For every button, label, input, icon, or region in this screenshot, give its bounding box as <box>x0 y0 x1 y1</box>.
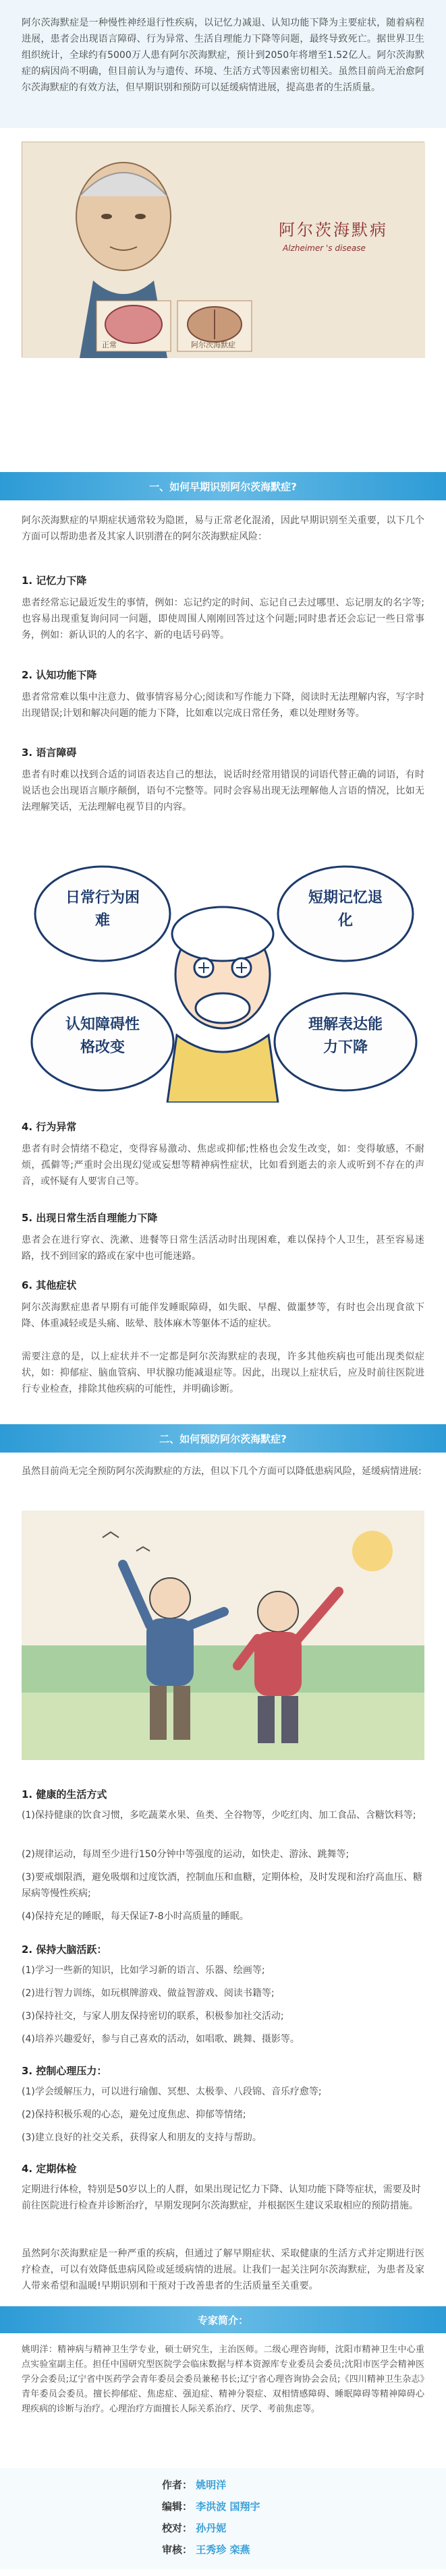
hero-label-ad: 阿尔茨海默症 <box>191 341 235 349</box>
section1-banner-title: 一、如何早期识别阿尔茨海默症? <box>149 480 297 493</box>
symptom-art <box>22 846 424 1103</box>
credits-block <box>0 2468 446 2569</box>
p1-line1: (1)保持健康的饮食习惯，多吃蔬菜水果、鱼类、全谷物等，少吃红肉、加工食品、含糖饮料等; <box>22 1810 416 1821</box>
p4-line1: 定期进行体检，特别是50岁以上的人群，如果出现记忆力下降、认知功能下降等症状，需要及时前往医院进行检查并诊断治疗，早期发现阿尔茨海默症，并根据医生建议采取相应的预防措施。 <box>22 2184 421 2211</box>
bubble-comprehension: 理解表达能力下降 <box>308 1016 383 1056</box>
s1-item4-heading: 4. 行为异常 <box>22 1121 77 1133</box>
credit-author-role: 作者： <box>162 2479 193 2491</box>
hero-label-healthy: 正常 <box>102 341 117 349</box>
p3-line2: (2)保持积极乐观的心态，避免过度焦虑、抑郁等情绪; <box>22 2109 246 2120</box>
conclusion-paragraph: 虽然阿尔茨海默症是一种严重的疾病，但通过了解早期症状、采取健康的生活方式并定期进行医疗检查，可以有效降低患病风险或延缓病情的进展。让我们一起关注阿尔茨海默症，为患者及家人带来希望和温暖!早期识别和干预对于改善患者的生活质量至关重要。 <box>22 2248 424 2291</box>
p1-line4: (4)保持充足的睡眠，每天保证7-8小时高质量的睡眠。 <box>22 1911 249 1922</box>
s1-item6-heading: 6. 其他症状 <box>22 1279 77 1291</box>
section1-closing: 需要注意的是，以上症状并不一定都是阿尔茨海默症的表现，许多其他疾病也可能出现类似症状，如：抑郁症、脑血管病、甲状腺功能减退症等。因此，出现以上症状后，应及时前往医院进行专业检查，排除其他疾病的可能性，并明确诊断。 <box>22 1351 424 1395</box>
bubble-cognitive-personality: 认知障碍性格改变 <box>65 1016 140 1056</box>
section2-banner <box>0 1424 446 1453</box>
s1-item6-text: 阿尔茨海默症患者早期有可能伴发睡眠障碍，如失眠、早醒、做噩梦等，有时也会出现食欲下降、体重减轻或是头痛、眩晕、肢体麻木等躯体不适的症状。 <box>22 1302 424 1329</box>
intro-paragraph: 阿尔茨海默症是一种慢性神经退行性疾病，以记忆力减退、认知功能下降为主要症状，随着病程进展，患者会出现语言障碍、行为异常、生活自理能力下降等问题，最终导致死亡。据世界卫生组织统计，全球约有5000万人患有阿尔茨海默症，预计到2050年将增至1.52亿人。阿尔茨海默症的病因尚不明确，但目前认为与遗传、环境、生活方式等因素密切相关。虽然目前尚无治愈阿尔茨海默症的有效方法，但早期识别和预防可以延缓病情进展，提高患者的生活质量。 <box>22 18 424 93</box>
p1-line3: (3)要戒烟限酒，避免吸烟和过度饮酒，控制血压和血糖，定期体检，及时发现和治疗高血压、糖尿病等慢性疾病; <box>22 1872 422 1899</box>
hero-title-cn: 阿尔茨海默病 <box>279 221 388 239</box>
s1-item1-heading: 1. 记忆力下降 <box>22 575 87 587</box>
exercise-illustration <box>22 1511 424 1760</box>
bubble-daily-difficulty: 日常行为困难 <box>65 889 140 929</box>
section1-intro: 阿尔茨海默症的早期症状通常较为隐匿，易与正常老化混淆，因此早期识别至关重要，以下几个方面可以帮助患者及其家人识别潜在的阿尔茨海默症风险： <box>22 515 424 542</box>
p2-line2: (2)进行智力训练，如玩棋牌游戏、做益智游戏、阅读书籍等; <box>22 1988 275 1999</box>
p1-heading: 1. 健康的生活方式 <box>22 1788 107 1801</box>
p2-heading: 2. 保持大脑活跃： <box>22 1943 107 1956</box>
s1-item5-heading: 5. 出现日常生活自理能力下降 <box>22 1212 158 1224</box>
credit-review-role: 审核： <box>162 2544 193 2556</box>
p3-heading: 3. 控制心理压力： <box>22 2065 107 2077</box>
section2-banner-title: 二、如何预防阿尔茨海默症? <box>159 1432 287 1445</box>
credit-review-name: 王秀珍 栾燕 <box>196 2544 250 2556</box>
s1-item3-heading: 3. 语言障碍 <box>22 747 77 759</box>
p3-line3: (3)建立良好的社交关系，获得家人和朋友的支持与帮助。 <box>22 2132 262 2143</box>
section1-banner <box>0 472 446 500</box>
hero-illustration <box>22 142 424 357</box>
bubble-short-memory: 短期记忆退化 <box>308 889 383 929</box>
symptom-illustration <box>22 846 424 1103</box>
credit-proof-name: 孙丹妮 <box>196 2522 227 2534</box>
s1-item4-text: 患者有时会情绪不稳定，变得容易激动、焦虑或抑郁;性格也会发生改变，如：变得敏感，不耐烦，孤僻等;严重时会出现幻觉或妄想等精神病性症状，比如看到逝去的亲人或听到不存在的声音，或怀疑有人要害自己等。 <box>22 1144 424 1187</box>
credit-author-name: 姚明洋 <box>196 2479 227 2491</box>
p1-line2: (2)规律运动，每周至少进行150分钟中等强度的运动，如快走、游泳、跳舞等; <box>22 1849 350 1860</box>
p2-line1: (1)学习一些新的知识，比如学习新的语言、乐器、绘画等; <box>22 1965 265 1976</box>
expert-bio: 姚明洋：精神病与精神卫生学专业，硕士研究生，主治医师。二级心理咨询师，沈阳市精神卫生中心重点实验室副主任。担任中国研究型医院学会临床数据与样本资源库专业委员会委员;沈阳市医学会精神医学分会委员;辽宁省中医药学会青年委员会委员兼秘书长;辽宁省心理咨询协会会员;《四川精神卫生杂志》青年委员会委员。擅长抑郁症、焦虑症、强迫症、精神分裂症、双相情感障碍、睡眠障碍等精神障碍心理疾病的诊断与治疗。心理治疗方面擅长人际关系治疗、厌学、考前焦虑等。 <box>22 2345 424 2414</box>
s1-item2-heading: 2. 认知功能下降 <box>22 669 97 681</box>
s1-item5-text: 患者会在进行穿衣、洗漱、进餐等日常生活活动时出现困难，难以保持个人卫生，甚至容易迷路，找不到回家的路或在家中也可能迷路。 <box>22 1235 424 1262</box>
credit-proof-role: 校对： <box>162 2522 193 2534</box>
p3-line1: (1)学会缓解压力，可以进行瑜伽、冥想、太极拳、八段锦、音乐疗愈等; <box>22 2086 322 2097</box>
s1-item1-text: 患者经常忘记最近发生的事情，例如：忘记约定的时间、忘记自己去过哪里、忘记朋友的名字等;也容易出现重复询问同一问题，即使周围人刚刚回答过这个问题;同时患者还会忘记一些日常事务，例如：新认识的人的名字、新的电话号码等。 <box>22 597 424 641</box>
expert-banner <box>0 2306 446 2333</box>
hero-title-en: Alzheimer 's disease <box>283 243 366 253</box>
section2-intro: 虽然目前尚无完全预防阿尔茨海默症的方法，但以下几个方面可以降低患病风险，延缓病情进展: <box>22 1466 422 1477</box>
p4-heading: 4. 定期体检 <box>22 2163 77 2175</box>
credit-editor-name: 李洪波 国翔宇 <box>196 2500 260 2513</box>
exercise-art <box>22 1511 424 1760</box>
credit-editor-role: 编辑： <box>162 2500 193 2513</box>
p2-line3: (3)保持社交，与家人朋友保持密切的联系，积极参加社交活动; <box>22 2011 284 2022</box>
expert-banner-title: 专家简介： <box>197 2314 248 2326</box>
s1-item3-text: 患者有时难以找到合适的词语表达自己的想法，说话时经常用错误的词语代替正确的词语，有时说话也会出现语言顺序颠倒，语句不完整等。同时会容易出现无法理解他人言语的情况，比如无法理解笑话，无法理解电视节目的内容。 <box>22 769 424 813</box>
s1-item2-text: 患者常常难以集中注意力、做事情容易分心;阅读和写作能力下降，阅读时无法理解内容，写字时出现错误;计划和解决问题的能力下降，比如难以完成日常任务，难以处理财务等。 <box>22 692 424 719</box>
p2-line4: (4)培养兴趣爱好，参与自己喜欢的活动，如唱歌、跳舞、摄影等。 <box>22 2034 300 2045</box>
